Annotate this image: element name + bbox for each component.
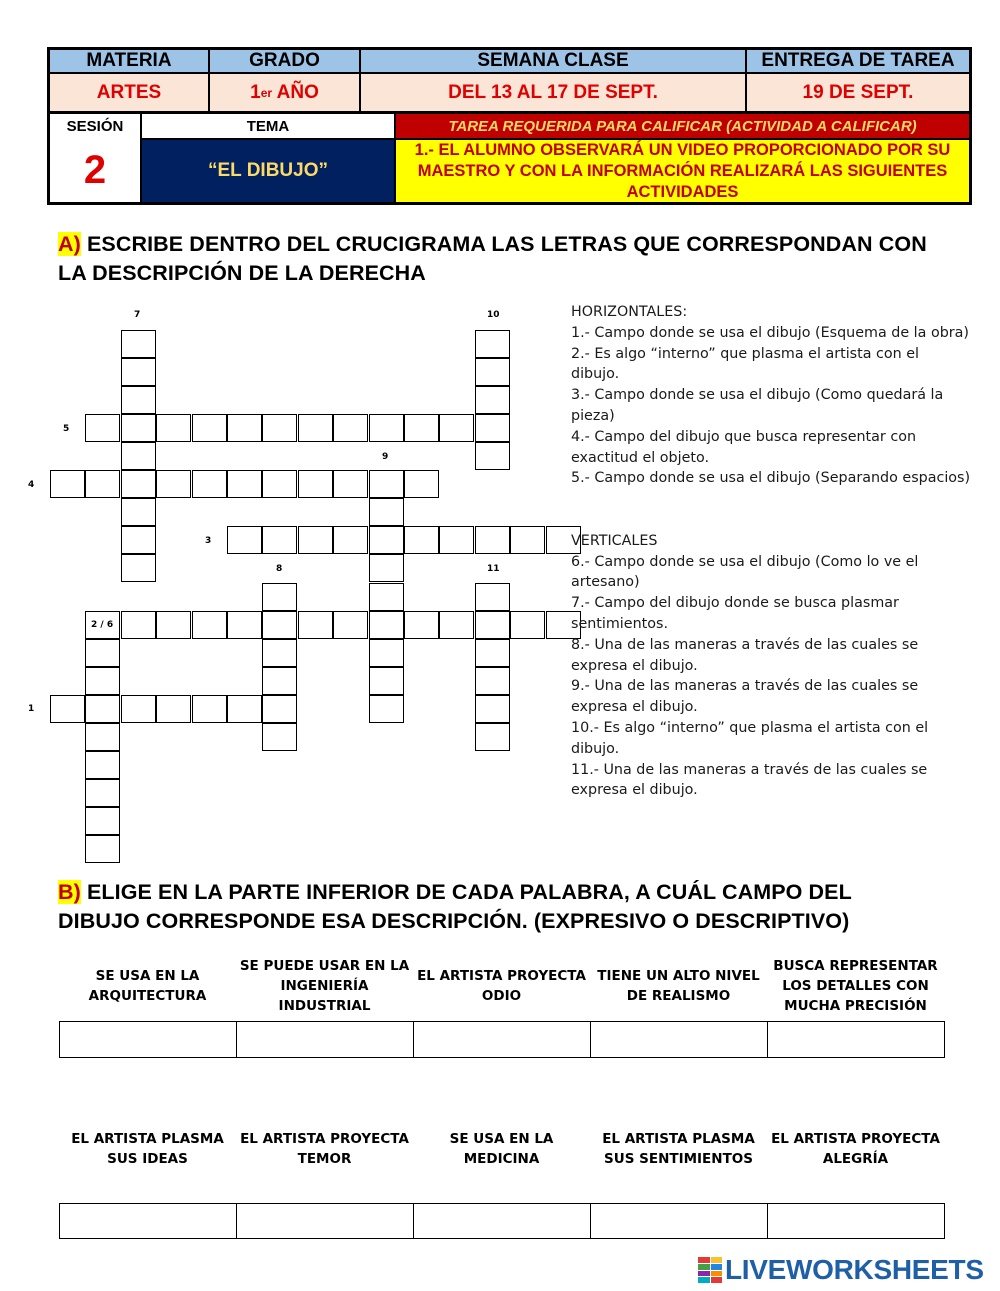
crossword-cell[interactable] [156, 611, 191, 639]
answer-box[interactable] [591, 1022, 768, 1057]
crossword-number: 4 [28, 480, 35, 490]
crossword-cell[interactable] [192, 414, 227, 442]
crossword-cell[interactable] [227, 526, 262, 554]
crossword-cell[interactable] [475, 330, 510, 358]
crossword-number: 9 [382, 452, 389, 462]
crossword-cell[interactable] [121, 330, 156, 358]
option-label: BUSCA REPRESENTAR LOS DETALLES CON MUCHA PRECISIÓN [773, 958, 938, 1014]
crossword-cell[interactable] [121, 695, 156, 723]
option-label: EL ARTISTA PROYECTA ODIO [417, 968, 586, 1004]
crossword-cell[interactable] [85, 695, 120, 723]
crossword-cell[interactable] [475, 611, 510, 639]
horizontal-clue: 5.- Campo donde se usa el dibujo (Separando espacios) [571, 470, 971, 487]
brand-name: LIVEWORKSHEETS [725, 1254, 984, 1285]
crossword-cell[interactable] [298, 470, 333, 498]
crossword-cell[interactable] [475, 526, 510, 554]
answer-box[interactable] [60, 1204, 237, 1238]
answer-row-1 [59, 1021, 945, 1058]
crossword-cell[interactable] [404, 526, 439, 554]
answer-box[interactable] [237, 1022, 414, 1057]
crossword-cell[interactable] [121, 554, 156, 582]
section-a-letter: A) [58, 232, 81, 256]
brand-blocks-icon [698, 1257, 722, 1283]
crossword-cell[interactable] [475, 386, 510, 414]
crossword-cell[interactable] [156, 470, 191, 498]
section-b-title: ELIGE EN LA PARTE INFERIOR DE CADA PALABRA, A CUÁL CAMPO DEL DIBUJO CORRESPONDE ESA DESCRIPCIÓN. (EXPRESIVO O DESCRIPTIVO) [58, 880, 852, 933]
horizontal-clue: 3.- Campo donde se usa el dibujo (Como quedará la pieza) [571, 387, 944, 424]
crossword-cell[interactable] [85, 751, 120, 779]
crossword-cell[interactable] [85, 470, 120, 498]
materia-value: ARTES [50, 74, 210, 114]
crossword-cell[interactable] [404, 611, 439, 639]
answer-box[interactable] [414, 1204, 591, 1238]
crossword-cell[interactable] [369, 639, 404, 667]
crossword-cell[interactable] [121, 358, 156, 386]
horizontal-clue: 2.- Es algo “interno” que plasma el artista con el dibujo. [571, 345, 920, 383]
option-label: EL ARTISTA PROYECTA ALEGRÍA [771, 1131, 940, 1167]
crossword-cell[interactable] [50, 695, 85, 723]
crossword-cell[interactable] [298, 611, 333, 639]
crossword-cell[interactable] [262, 611, 297, 639]
entrega-label: ENTREGA DE TAREA [747, 50, 969, 74]
crossword-cell[interactable] [510, 611, 545, 639]
crossword-cell[interactable] [121, 611, 156, 639]
crossword-number: 11 [487, 564, 500, 574]
materia-label: MATERIA [50, 50, 210, 74]
crossword-cell[interactable] [298, 526, 333, 554]
answer-box[interactable] [591, 1204, 768, 1238]
crossword-cell[interactable] [439, 526, 474, 554]
crossword-cell[interactable] [156, 414, 191, 442]
tarea-text: 1.- EL ALUMNO OBSERVARÁ UN VIDEO PROPORCIONADO POR SU MAESTRO Y CON LA INFORMACIÓN REALIZARÁ LAS SIGUIENTES ACTIVIDADES [396, 140, 969, 202]
crossword-cell[interactable] [192, 470, 227, 498]
crossword-cell[interactable] [369, 526, 404, 554]
semana-value: DEL 13 AL 17 DE SEPT. [361, 74, 747, 114]
crossword-cell[interactable] [85, 414, 120, 442]
crossword-cell[interactable] [85, 723, 120, 751]
crossword-cell[interactable] [475, 639, 510, 667]
crossword-cell[interactable] [121, 498, 156, 526]
crossword-cell[interactable] [156, 695, 191, 723]
crossword-cell[interactable] [333, 611, 368, 639]
vertical-clue: 10.- Es algo “interno” que plasma el artista con el dibujo. [571, 719, 929, 757]
answer-box[interactable] [768, 1204, 944, 1238]
crossword-grid [0, 0, 560, 850]
crossword-cell[interactable] [85, 807, 120, 835]
crossword-cell[interactable] [262, 667, 297, 695]
crossword-cell[interactable] [262, 470, 297, 498]
crossword-cell[interactable] [439, 611, 474, 639]
crossword-cell[interactable] [333, 470, 368, 498]
crossword-number: 2 / 6 [91, 620, 114, 630]
vertical-clue: 6.- Campo donde se usa el dibujo (Como lo ve el artesano) [571, 553, 919, 591]
horizontal-title: HORIZONTALES: [571, 304, 688, 320]
crossword-cell[interactable] [192, 611, 227, 639]
section-b-heading [58, 878, 938, 936]
crossword-cell[interactable] [510, 526, 545, 554]
section-a-title: ESCRIBE DENTRO DEL CRUCIGRAMA LAS LETRAS QUE CORRESPONDAN CON LA DESCRIPCIÓN DE LA DERECHA [58, 232, 927, 285]
grado-value: 1 er AÑO [210, 74, 361, 114]
crossword-cell[interactable] [475, 723, 510, 751]
crossword-cell[interactable] [85, 835, 120, 863]
crossword-cell[interactable] [262, 639, 297, 667]
vertical-clue: 8.- Una de las maneras a través de las cuales se expresa el dibujo. [571, 636, 919, 674]
crossword-cell[interactable] [333, 526, 368, 554]
option-label: SE USA EN LA ARQUITECTURA [88, 968, 207, 1004]
crossword-cell[interactable] [369, 414, 404, 442]
answer-row-2 [59, 1203, 945, 1239]
vertical-clue: 7.- Campo del dibujo donde se busca plasmar sentimientos. [571, 595, 899, 632]
entrega-value: 19 DE SEPT. [747, 74, 969, 114]
option-label: TIENE UN ALTO NIVEL DE REALISMO [597, 968, 760, 1004]
option-label: SE PUEDE USAR EN LA INGENIERÍA INDUSTRIAL [239, 958, 410, 1014]
liveworksheets-logo [698, 1255, 984, 1285]
crossword-cell[interactable] [50, 470, 85, 498]
crossword-cell[interactable] [85, 639, 120, 667]
horizontal-clue: 1.- Campo donde se usa el dibujo (Esquema de la obra) [571, 324, 970, 341]
crossword-cell[interactable] [475, 358, 510, 386]
option-label: EL ARTISTA PLASMA SUS SENTIMIENTOS [602, 1131, 755, 1167]
grado-label: GRADO [210, 50, 361, 74]
crossword-cell[interactable] [227, 414, 262, 442]
crossword-cell[interactable] [85, 667, 120, 695]
crossword-cell[interactable] [227, 611, 262, 639]
crossword-cell[interactable] [439, 414, 474, 442]
crossword-number: 5 [63, 424, 70, 434]
clue-list [571, 302, 971, 801]
section-b-letter: B) [58, 880, 81, 904]
option-label: EL ARTISTA PLASMA SUS IDEAS [71, 1131, 224, 1167]
crossword-cell[interactable] [262, 695, 297, 723]
option-label: EL ARTISTA PROYECTA TEMOR [240, 1131, 409, 1167]
crossword-cell[interactable] [404, 414, 439, 442]
crossword-cell[interactable] [227, 695, 262, 723]
answer-box[interactable] [237, 1204, 414, 1238]
crossword-cell[interactable] [369, 470, 404, 498]
answer-box[interactable] [768, 1022, 944, 1057]
crossword-cell[interactable] [475, 667, 510, 695]
crossword-cell[interactable] [475, 442, 510, 470]
horizontal-clue: 4.- Campo del dibujo que busca representar con exactitud el objeto. [571, 428, 917, 466]
sesion-label: SESIÓN [50, 114, 142, 138]
crossword-cell[interactable] [475, 583, 510, 611]
crossword-cell[interactable] [404, 470, 439, 498]
crossword-number: 7 [134, 310, 141, 320]
tema-label: TEMA [142, 114, 396, 140]
semana-label: SEMANA CLASE [361, 50, 747, 74]
crossword-cell[interactable] [369, 498, 404, 526]
crossword-number: 10 [487, 310, 500, 320]
crossword-cell[interactable] [121, 470, 156, 498]
crossword-cell[interactable] [121, 442, 156, 470]
crossword-cell[interactable] [262, 723, 297, 751]
crossword-cell[interactable] [262, 414, 297, 442]
crossword-number: 1 [28, 704, 35, 714]
crossword-cell[interactable] [85, 779, 120, 807]
crossword-cell[interactable] [121, 526, 156, 554]
crossword-cell[interactable] [369, 611, 404, 639]
crossword-cell[interactable] [227, 470, 262, 498]
crossword-cell[interactable] [475, 695, 510, 723]
vertical-title: VERTICALES [571, 532, 658, 549]
crossword-cell[interactable] [369, 695, 404, 723]
crossword-cell[interactable] [298, 414, 333, 442]
crossword-cell[interactable] [333, 414, 368, 442]
crossword-cell[interactable] [369, 583, 404, 611]
sesion-value: 2 [50, 138, 142, 202]
tema-value: “EL DIBUJO” [142, 140, 396, 202]
crossword-cell[interactable] [369, 554, 404, 582]
vertical-clue: 9.- Una de las maneras a través de las cuales se expresa el dibujo. [571, 678, 919, 716]
crossword-number: 3 [205, 536, 212, 546]
crossword-cell[interactable] [262, 526, 297, 554]
vertical-clue: 11.- Una de las maneras a través de las cuales se expresa el dibujo. [571, 761, 928, 799]
crossword-cell[interactable] [192, 695, 227, 723]
crossword-cell[interactable] [121, 414, 156, 442]
crossword-cell[interactable] [369, 667, 404, 695]
option-label: SE USA EN LA MEDICINA [449, 1131, 554, 1167]
crossword-cell[interactable] [262, 583, 297, 611]
answer-box[interactable] [60, 1022, 237, 1057]
answer-box[interactable] [414, 1022, 591, 1057]
crossword-cell[interactable] [475, 414, 510, 442]
crossword-cell[interactable] [121, 386, 156, 414]
crossword-number: 8 [276, 564, 283, 574]
tarea-header: TAREA REQUERIDA PARA CALIFICAR (ACTIVIDAD A CALIFICAR) [396, 114, 969, 140]
